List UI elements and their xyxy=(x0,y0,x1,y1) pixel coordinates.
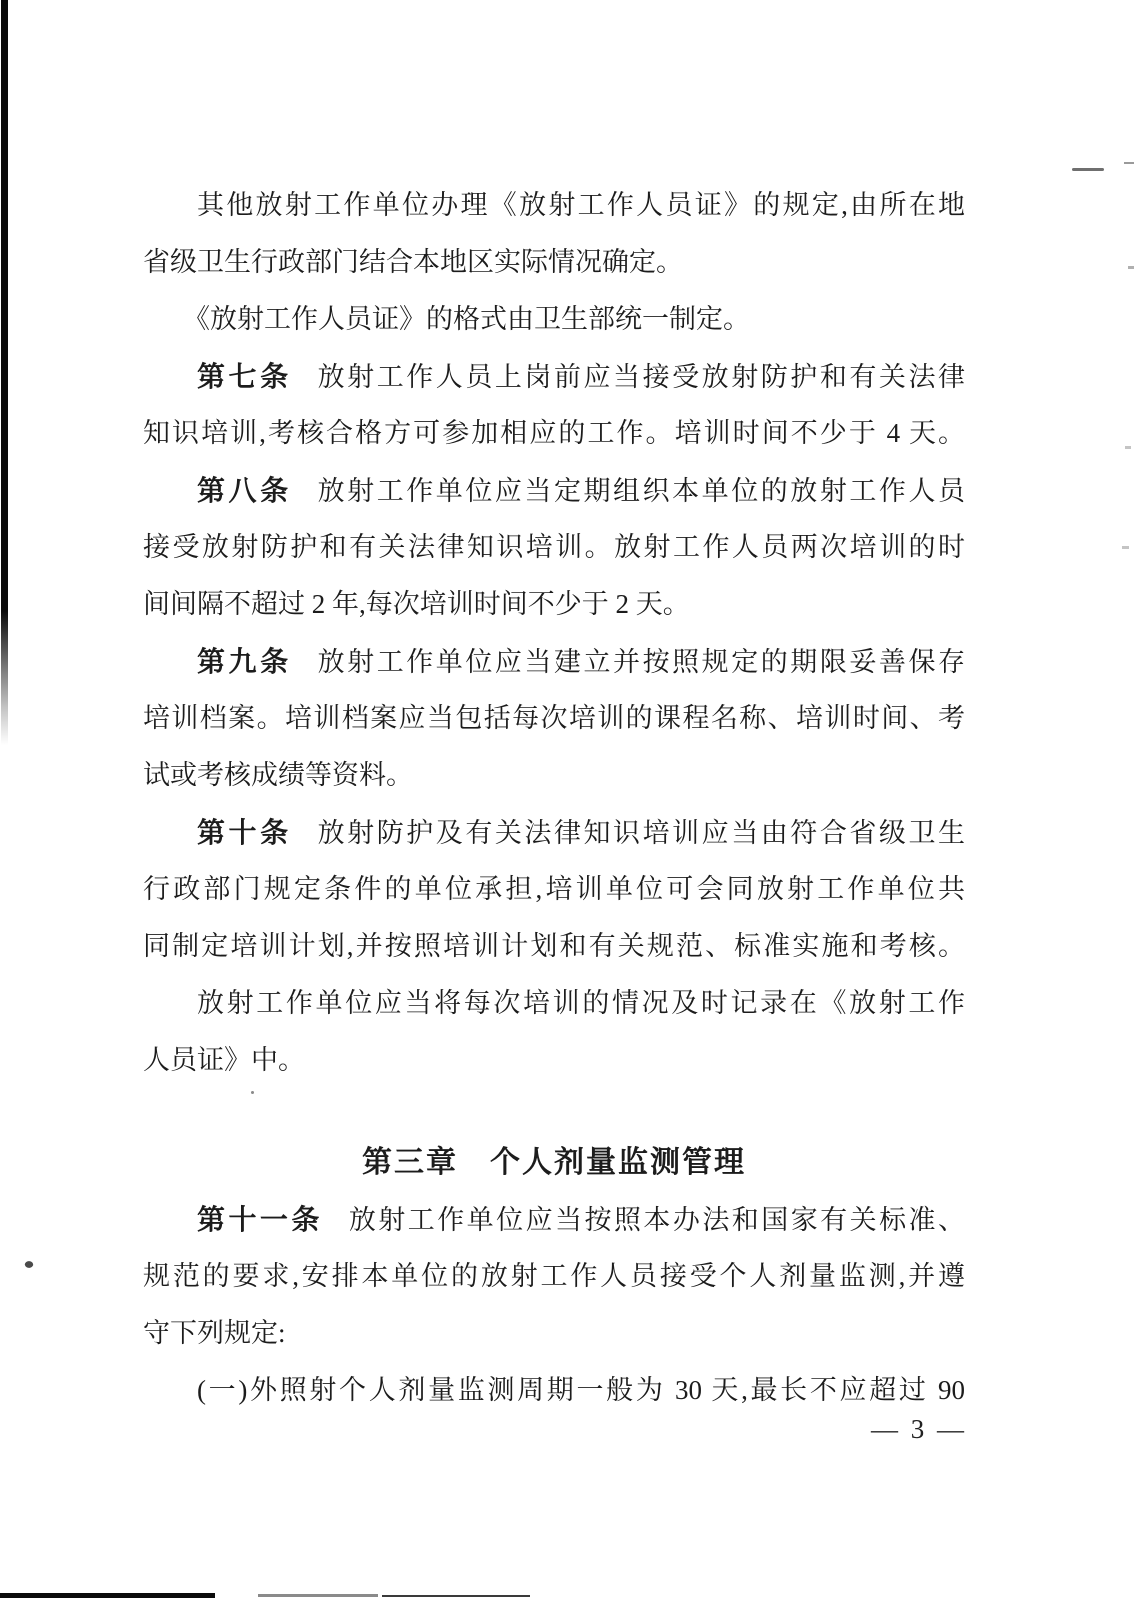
text-line xyxy=(143,519,965,576)
article-number-label: 第九条 xyxy=(197,646,292,677)
text-line xyxy=(143,633,965,690)
text-line xyxy=(143,177,965,234)
line-text: 知识培训,考核合格方可参加相应的工作。培训时间不少于 4 天。 xyxy=(143,418,965,448)
line-text: 规范的要求,安排本单位的放射工作人员接受个人剂量监测,并遵 xyxy=(143,1261,965,1291)
line-text: 放射工作单位应当建立并按照规定的期限妥善保存 xyxy=(317,647,965,677)
text-line xyxy=(143,1362,965,1419)
scan-artifact-bottom-line xyxy=(0,1593,215,1598)
line-text: 其他放射工作单位办理《放射工作人员证》的规定,由所在地 xyxy=(197,190,965,220)
text-line xyxy=(143,576,965,633)
line-text: 行政部门规定条件的单位承担,培训单位可会同放射工作单位共 xyxy=(143,874,965,904)
text-line xyxy=(143,1032,965,1089)
scan-artifact-left-edge-bar xyxy=(1,0,8,745)
line-text: 同制定培训计划,并按照培训计划和有关规范、标准实施和考核。 xyxy=(143,931,965,961)
article-number-label: 第八条 xyxy=(197,475,292,506)
line-text: 放射工作单位应当将每次培训的情况及时记录在《放射工作 xyxy=(197,988,965,1018)
line-text: 接受放射防护和有关法律知识培训。放射工作人员两次培训的时 xyxy=(143,532,965,562)
line-text: 放射防护及有关法律知识培训应当由符合省级卫生 xyxy=(317,818,965,848)
text-line xyxy=(143,804,965,861)
article-number-label: 第十条 xyxy=(197,817,292,848)
line-text: 省级卫生行政部门结合本地区实际情况确定。 xyxy=(143,247,683,277)
text-line xyxy=(143,1248,965,1305)
line-text: 间间隔不超过 2 年,每次培训时间不少于 2 天。 xyxy=(143,589,690,619)
text-line xyxy=(143,462,965,519)
chapter-heading xyxy=(143,1134,965,1191)
scan-artifact-ink-mark xyxy=(24,1260,34,1270)
scan-artifact-speck xyxy=(1125,446,1131,449)
line-text: (一)外照射个人剂量监测周期一般为 30 天,最长不应超过 90 xyxy=(197,1375,965,1405)
line-text: 守下列规定: xyxy=(143,1318,286,1348)
scan-artifact-bottom-line-gray xyxy=(258,1594,378,1597)
line-text: 人员证》中。 xyxy=(143,1045,305,1075)
scan-artifact-dash-tail xyxy=(1124,162,1134,164)
text-line xyxy=(143,747,965,804)
scan-artifact-speck xyxy=(1122,546,1129,549)
article-number-label: 第七条 xyxy=(197,361,292,392)
line-text: 培训档案。培训档案应当包括每次培训的课程名称、培训时间、考 xyxy=(143,703,965,733)
text-line xyxy=(143,291,965,348)
line-text: 第三章 个人剂量监测管理 xyxy=(362,1146,746,1179)
scan-artifact-speck xyxy=(1128,266,1134,269)
scan-artifact-dash xyxy=(1072,168,1104,171)
line-text: 放射工作单位应当按照本办法和国家有关标准、 xyxy=(348,1205,965,1235)
line-text: 放射工作单位应当定期组织本单位的放射工作人员 xyxy=(317,476,965,506)
line-text: 放射工作人员上岗前应当接受放射防护和有关法律 xyxy=(317,362,965,392)
text-line xyxy=(143,918,965,975)
scan-artifact-bottom-line-thin xyxy=(382,1595,530,1597)
line-text: 《放射工作人员证》的格式由卫生部统一制定。 xyxy=(183,304,750,334)
article-number-label: 第十一条 xyxy=(197,1204,323,1235)
text-line xyxy=(143,1305,965,1362)
text-line xyxy=(143,348,965,405)
text-line xyxy=(143,405,965,462)
text-line xyxy=(143,690,965,747)
page-number: — 3 — xyxy=(871,1414,967,1444)
text-line xyxy=(143,234,965,291)
line-text: 试或考核成绩等资料。 xyxy=(143,760,413,790)
text-line xyxy=(143,861,965,918)
document-body xyxy=(143,177,965,1419)
text-line xyxy=(143,975,965,1032)
text-line xyxy=(143,1191,965,1248)
